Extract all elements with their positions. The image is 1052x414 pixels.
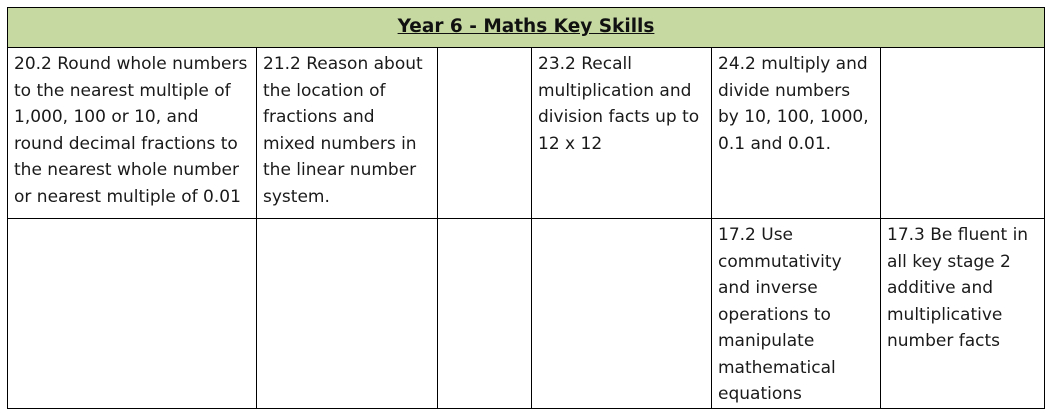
- skill-cell: [532, 219, 712, 409]
- skill-cell: 20.2 Round whole numbers to the nearest multiple of 1,000, 100 or 10, and round decimal fractions to the nearest whole number or nearest multiple of 0.01: [8, 48, 257, 219]
- page-title: Year 6 - Maths Key Skills: [397, 16, 655, 38]
- skill-cell: 23.2 Recall multiplication and division facts up to 12 x 12: [532, 48, 712, 219]
- table-header-row: [8, 8, 1045, 48]
- skill-cell: [438, 48, 532, 219]
- skills-table: [7, 7, 1045, 409]
- table-header-cell: [8, 8, 1045, 48]
- skill-cell: [8, 219, 257, 409]
- skill-cell: [881, 48, 1045, 219]
- table-row: [8, 219, 1045, 409]
- skill-cell: 17.3 Be fluent in all key stage 2 additive and multiplicative number facts: [881, 219, 1045, 409]
- skill-cell: 24.2 multiply and divide numbers by 10, 100, 1000, 0.1 and 0.01.: [712, 48, 881, 219]
- skill-cell: 17.2 Use commutativity and inverse operations to manipulate mathematical equations: [712, 219, 881, 409]
- skills-table-frame: [7, 7, 1044, 407]
- skill-cell: 21.2 Reason about the location of fractions and mixed numbers in the linear number system.: [257, 48, 438, 219]
- table-row: [8, 48, 1045, 219]
- skill-cell: [438, 219, 532, 409]
- skill-cell: [257, 219, 438, 409]
